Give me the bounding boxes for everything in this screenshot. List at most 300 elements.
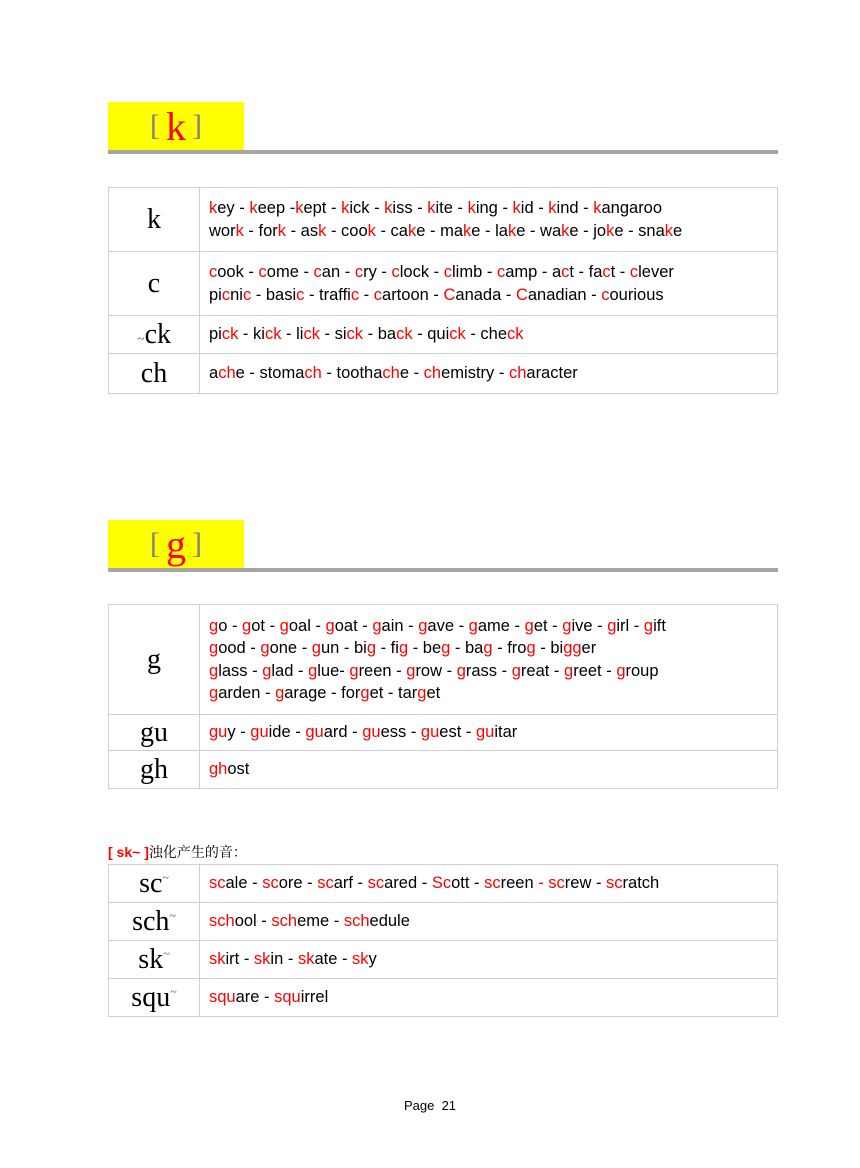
- word-text: e - wa: [516, 221, 562, 240]
- sk-note: [108, 842, 247, 862]
- example-words-cell: [200, 941, 778, 979]
- table-row: [109, 979, 778, 1017]
- bracket-open: [: [150, 109, 160, 142]
- highlighted-letters: g: [398, 639, 409, 657]
- highlighted-letters: c: [496, 263, 506, 281]
- section-divider: [108, 150, 778, 154]
- word-text: in -: [270, 950, 298, 969]
- highlighted-letters: squ: [209, 988, 236, 1007]
- table-row: [109, 941, 778, 979]
- spelling-cell: [109, 751, 200, 789]
- word-text: e - stoma: [235, 364, 305, 383]
- highlighted-letters: g: [308, 661, 318, 680]
- word-line: [209, 261, 777, 284]
- highlighted-letters: g: [616, 661, 626, 680]
- spelling-tilde: ~: [162, 870, 169, 885]
- word-line: [209, 721, 777, 744]
- word-text: a: [209, 364, 219, 383]
- highlighted-letters: c: [601, 285, 610, 304]
- highlighted-letters: g: [562, 616, 572, 635]
- highlighted-letters: g: [311, 639, 321, 657]
- word-text: rew -: [564, 874, 607, 893]
- spelling-cell: [109, 903, 200, 941]
- word-text: ost: [227, 760, 250, 779]
- highlighted-letters: ck: [449, 325, 466, 344]
- word-text: reet -: [573, 661, 617, 680]
- highlighted-letters: g: [418, 616, 428, 635]
- sk-spelling-table: [108, 864, 778, 1017]
- section-heading-k: [108, 102, 778, 152]
- highlighted-letters: g: [209, 616, 219, 635]
- word-text: ratch: [622, 874, 660, 893]
- word-text: lever: [638, 263, 674, 281]
- word-text: ing -: [475, 199, 513, 217]
- word-text: ame -: [477, 616, 525, 635]
- spelling-cell: [109, 979, 200, 1017]
- highlighted-letters: gh: [209, 760, 228, 779]
- highlighted-letters: g: [242, 616, 252, 635]
- word-text: lue-: [317, 661, 350, 680]
- bracket-open: [: [150, 527, 160, 560]
- highlighted-letters: g: [360, 684, 370, 702]
- word-text: ale -: [225, 874, 263, 893]
- highlighted-letters: gu: [475, 723, 495, 742]
- spelling-text: ck: [144, 318, 171, 350]
- word-text: are -: [235, 988, 275, 1007]
- word-text: reen -: [358, 661, 407, 680]
- word-text: er: [581, 639, 597, 657]
- table-row: [109, 188, 778, 252]
- highlighted-letters: ch: [423, 364, 442, 383]
- spelling-cell: [109, 605, 200, 715]
- highlighted-letters: c: [350, 285, 360, 304]
- word-text: edule: [369, 912, 410, 931]
- highlighted-letters: sc: [484, 874, 501, 893]
- highlighted-letters: c: [561, 263, 570, 281]
- word-text: et: [426, 684, 441, 702]
- word-text: - be: [408, 639, 442, 657]
- word-text: ot -: [251, 616, 280, 635]
- highlighted-letters: g: [366, 639, 377, 657]
- word-text: ool -: [234, 912, 272, 931]
- word-text: rass -: [465, 661, 512, 680]
- phoneme-label-k: [108, 102, 244, 150]
- word-text: artoon -: [382, 285, 444, 304]
- word-text: limb -: [452, 263, 497, 281]
- highlighted-letters: c: [242, 285, 252, 304]
- highlighted-letters: c: [209, 263, 218, 281]
- word-line: [209, 660, 777, 683]
- spelling-text: gu: [140, 716, 168, 748]
- highlighted-letters: g: [511, 661, 521, 680]
- word-text: ore -: [278, 874, 318, 893]
- table-row: [109, 316, 778, 354]
- word-text: wor: [209, 221, 236, 240]
- section-heading-g: [108, 520, 778, 570]
- word-text: ry -: [363, 263, 392, 281]
- highlighted-letters: ch: [218, 364, 236, 383]
- word-text: ess -: [380, 723, 421, 742]
- highlighted-letters: sk: [352, 950, 369, 969]
- word-text: o -: [218, 616, 243, 635]
- highlighted-letters: C: [443, 285, 456, 304]
- highlighted-letters: g: [372, 616, 382, 635]
- word-text: - ca: [375, 221, 408, 240]
- word-text: - fi: [376, 639, 399, 657]
- highlighted-letters: gu: [250, 723, 269, 742]
- bracket-close: ]: [192, 109, 202, 142]
- spelling-cell: [109, 941, 200, 979]
- word-text: irt -: [225, 950, 254, 969]
- highlighted-letters: gg: [563, 639, 582, 657]
- word-text: ept -: [303, 199, 342, 217]
- word-text: emistry -: [441, 364, 509, 383]
- highlighted-letters: k: [664, 221, 674, 240]
- highlighted-letters: ck: [346, 325, 364, 344]
- word-line: [209, 615, 777, 638]
- phoneme-symbol: k: [166, 103, 186, 149]
- word-text: ive -: [571, 616, 608, 635]
- highlighted-letters: Sc: [431, 874, 452, 893]
- word-line: [209, 284, 777, 307]
- highlighted-letters: k: [512, 199, 521, 217]
- word-text: - coo: [326, 221, 368, 240]
- highlighted-letters: C: [515, 285, 528, 304]
- word-text: ome -: [266, 263, 314, 281]
- word-text: - bi: [535, 639, 564, 657]
- word-text: ide -: [268, 723, 306, 742]
- highlighted-letters: g: [209, 639, 219, 657]
- highlighted-letters: sk: [253, 950, 271, 969]
- spelling-cell: [109, 316, 200, 354]
- word-text: row -: [415, 661, 457, 680]
- word-text: an -: [321, 263, 355, 281]
- note-text: 浊化产生的音：: [148, 844, 247, 860]
- word-text: angaroo: [601, 199, 663, 217]
- word-text: t - fa: [569, 263, 603, 281]
- spelling-cell: [109, 865, 200, 903]
- highlighted-letters: g: [262, 661, 272, 680]
- example-words-cell: [200, 751, 778, 789]
- highlighted-letters: ch: [508, 364, 527, 383]
- highlighted-letters: c: [629, 263, 639, 281]
- word-text: t -: [610, 263, 630, 281]
- word-text: reat -: [520, 661, 565, 680]
- highlighted-letters: g: [406, 661, 416, 680]
- highlighted-letters: sc: [317, 874, 334, 893]
- word-text: ite -: [435, 199, 468, 217]
- word-text: e -: [399, 364, 424, 383]
- spelling-text: ch: [140, 357, 168, 389]
- highlighted-letters: sch: [271, 912, 298, 931]
- highlighted-letters: k: [561, 221, 570, 240]
- word-text: ared -: [384, 874, 432, 893]
- word-text: ourious: [609, 285, 664, 304]
- highlighted-letters: ch: [382, 364, 400, 383]
- word-line: [209, 323, 777, 346]
- section-divider: [108, 568, 778, 572]
- example-words-cell: [200, 715, 778, 751]
- highlighted-letters: c: [443, 263, 453, 281]
- example-words-cell: [200, 354, 778, 394]
- highlighted-letters: sc: [262, 874, 279, 893]
- word-text: pi: [209, 325, 222, 344]
- word-line: [209, 362, 777, 385]
- word-text: oal -: [288, 616, 326, 635]
- highlighted-letters: c: [391, 263, 400, 281]
- highlighted-letters: k: [249, 199, 258, 217]
- page-footer: [0, 1098, 860, 1113]
- word-text: y -: [227, 723, 251, 742]
- highlighted-letters: sc: [606, 874, 623, 893]
- highlighted-letters: squ: [274, 988, 301, 1007]
- spelling-cell: [109, 715, 200, 751]
- spelling-text: gh: [140, 753, 168, 785]
- highlighted-letters: g: [279, 616, 289, 635]
- highlighted-letters: g: [564, 661, 574, 680]
- highlighted-letters: k: [407, 221, 417, 240]
- spelling-text: c: [147, 267, 161, 299]
- word-text: un - bi: [320, 639, 367, 657]
- bracket-close: ]: [192, 527, 202, 560]
- highlighted-letters: k: [209, 199, 218, 217]
- word-line: [209, 872, 777, 895]
- highlighted-letters: sc: [209, 874, 226, 893]
- word-line: [209, 948, 777, 971]
- page-label: Page: [403, 1098, 435, 1113]
- word-text: - ba: [363, 325, 397, 344]
- word-text: - traffi: [304, 285, 351, 304]
- highlighted-letters: k: [295, 199, 304, 217]
- table-row: [109, 903, 778, 941]
- highlighted-letters: g: [209, 684, 219, 702]
- word-text: lass -: [218, 661, 263, 680]
- word-line: [209, 197, 777, 220]
- word-text: ick -: [349, 199, 385, 217]
- highlighted-letters: k: [548, 199, 557, 217]
- highlighted-letters: ck: [396, 325, 413, 344]
- phoneme-label-g: [108, 520, 244, 568]
- word-text: aracter: [526, 364, 578, 383]
- spelling-cell: [109, 188, 200, 252]
- note-label: [ sk~ ]: [108, 844, 149, 860]
- highlighted-letters: g: [325, 616, 335, 635]
- word-text: arden -: [218, 684, 276, 702]
- spelling-text: sch: [132, 905, 170, 937]
- word-text: et -: [533, 616, 563, 635]
- word-text: one -: [269, 639, 312, 657]
- highlighted-letters: g: [441, 639, 451, 657]
- table-row: [109, 751, 778, 789]
- word-text: lock -: [399, 263, 444, 281]
- word-text: iss -: [392, 199, 428, 217]
- word-line: [209, 910, 777, 933]
- highlighted-letters: ck: [303, 325, 320, 344]
- highlighted-letters: ck: [264, 325, 282, 344]
- highlighted-letters: g: [526, 639, 536, 657]
- table-row: [109, 354, 778, 394]
- highlighted-letters: - sc: [538, 874, 565, 893]
- spelling-text: sc: [139, 867, 163, 899]
- highlighted-letters: c: [354, 263, 364, 281]
- example-words-cell: [200, 865, 778, 903]
- highlighted-letters: k: [235, 221, 244, 240]
- word-text: ood -: [218, 639, 261, 657]
- spelling-prefix: ~: [136, 331, 145, 347]
- spelling-text: g: [147, 643, 161, 675]
- highlighted-letters: g: [456, 661, 466, 680]
- word-text: reen: [500, 874, 539, 893]
- highlighted-letters: sk: [209, 950, 226, 969]
- word-text: oat -: [334, 616, 373, 635]
- g-spelling-table: [108, 604, 778, 789]
- word-text: -: [359, 285, 374, 304]
- word-text: - basi: [251, 285, 297, 304]
- table-row: [109, 715, 778, 751]
- example-words-cell: [200, 316, 778, 354]
- word-text: - for: [243, 221, 278, 240]
- highlighted-letters: g: [417, 684, 427, 702]
- highlighted-letters: gu: [420, 723, 440, 742]
- highlighted-letters: g: [260, 639, 270, 657]
- word-text: eme -: [297, 912, 344, 931]
- table-row: [109, 865, 778, 903]
- word-text: est -: [439, 723, 476, 742]
- word-text: eep -: [257, 199, 296, 217]
- word-text: ave -: [427, 616, 469, 635]
- highlighted-letters: c: [373, 285, 383, 304]
- word-text: - ba: [450, 639, 484, 657]
- highlighted-letters: k: [593, 199, 602, 217]
- word-text: ift: [653, 616, 666, 635]
- highlighted-letters: k: [384, 199, 393, 217]
- example-words-cell: [200, 188, 778, 252]
- highlighted-letters: ck: [507, 325, 524, 344]
- spelling-text: k: [147, 203, 161, 235]
- word-text: - si: [319, 325, 347, 344]
- word-text: y: [368, 950, 377, 969]
- spelling-tilde: ~: [170, 984, 177, 999]
- highlighted-letters: k: [341, 199, 350, 217]
- highlighted-letters: g: [209, 661, 219, 680]
- highlighted-letters: c: [313, 263, 322, 281]
- word-line: [209, 220, 777, 243]
- word-line: [209, 682, 777, 705]
- word-text: pi: [209, 285, 222, 304]
- highlighted-letters: sc: [367, 874, 385, 893]
- word-text: arage - for: [284, 684, 361, 702]
- highlighted-letters: sch: [209, 912, 235, 931]
- example-words-cell: [200, 252, 778, 316]
- spelling-tilde: ~: [169, 908, 176, 923]
- highlighted-letters: k: [606, 221, 615, 240]
- highlighted-letters: k: [427, 199, 436, 217]
- word-text: e - jo: [569, 221, 607, 240]
- highlighted-letters: k: [318, 221, 327, 240]
- word-text: - as: [286, 221, 319, 240]
- table-row: [109, 252, 778, 316]
- highlighted-letters: c: [221, 285, 231, 304]
- word-text: ard -: [323, 723, 363, 742]
- word-text: id -: [520, 199, 549, 217]
- highlighted-letters: g: [275, 684, 285, 702]
- highlighted-letters: gu: [305, 723, 324, 742]
- word-text: - qui: [412, 325, 450, 344]
- word-text: - che: [465, 325, 508, 344]
- highlighted-letters: g: [607, 616, 617, 635]
- word-line: [209, 986, 777, 1009]
- word-line: [209, 758, 777, 781]
- word-text: anada -: [455, 285, 516, 304]
- highlighted-letters: g: [349, 661, 359, 680]
- highlighted-letters: sk: [297, 950, 315, 969]
- word-text: anadian -: [527, 285, 602, 304]
- highlighted-letters: gu: [362, 723, 381, 742]
- word-text: e: [673, 221, 683, 240]
- k-spelling-table: [108, 187, 778, 394]
- table-row: [109, 605, 778, 715]
- word-text: ey -: [217, 199, 250, 217]
- highlighted-letters: k: [463, 221, 472, 240]
- highlighted-letters: ch: [304, 364, 322, 383]
- word-text: arf -: [333, 874, 368, 893]
- example-words-cell: [200, 979, 778, 1017]
- word-text: itar: [494, 723, 518, 742]
- word-text: ott -: [451, 874, 485, 893]
- word-text: - li: [281, 325, 304, 344]
- highlighted-letters: k: [367, 221, 376, 240]
- spelling-cell: [109, 354, 200, 394]
- word-text: e - la: [471, 221, 508, 240]
- word-text: e - ma: [416, 221, 463, 240]
- spelling-text: squ: [131, 981, 171, 1013]
- word-line: [209, 637, 777, 660]
- highlighted-letters: g: [483, 639, 493, 657]
- highlighted-letters: k: [507, 221, 517, 240]
- spelling-text: sk: [138, 943, 164, 975]
- word-text: lad -: [271, 661, 309, 680]
- page-number: 21: [441, 1098, 457, 1113]
- highlighted-letters: c: [602, 263, 611, 281]
- highlighted-letters: c: [296, 285, 305, 304]
- word-text: roup: [625, 661, 659, 680]
- highlighted-letters: ck: [221, 325, 239, 344]
- word-text: ain -: [381, 616, 419, 635]
- word-text: et - tar: [369, 684, 418, 702]
- highlighted-letters: k: [277, 221, 287, 240]
- word-text: e - sna: [614, 221, 665, 240]
- highlighted-letters: k: [467, 199, 476, 217]
- word-text: amp - a: [505, 263, 562, 281]
- word-text: - fro: [492, 639, 527, 657]
- word-text: ook -: [217, 263, 259, 281]
- example-words-cell: [200, 903, 778, 941]
- word-text: ni: [230, 285, 243, 304]
- highlighted-letters: sch: [343, 912, 370, 931]
- highlighted-letters: g: [524, 616, 534, 635]
- spelling-cell: [109, 252, 200, 316]
- phoneme-symbol: g: [166, 521, 186, 567]
- highlighted-letters: g: [643, 616, 654, 635]
- word-text: irl -: [616, 616, 644, 635]
- word-text: - tootha: [321, 364, 383, 383]
- highlighted-letters: g: [468, 616, 478, 635]
- spelling-tilde: ~: [163, 946, 170, 961]
- example-words-cell: [200, 605, 778, 715]
- highlighted-letters: c: [258, 263, 267, 281]
- word-text: - ki: [238, 325, 265, 344]
- word-text: irrel: [300, 988, 329, 1007]
